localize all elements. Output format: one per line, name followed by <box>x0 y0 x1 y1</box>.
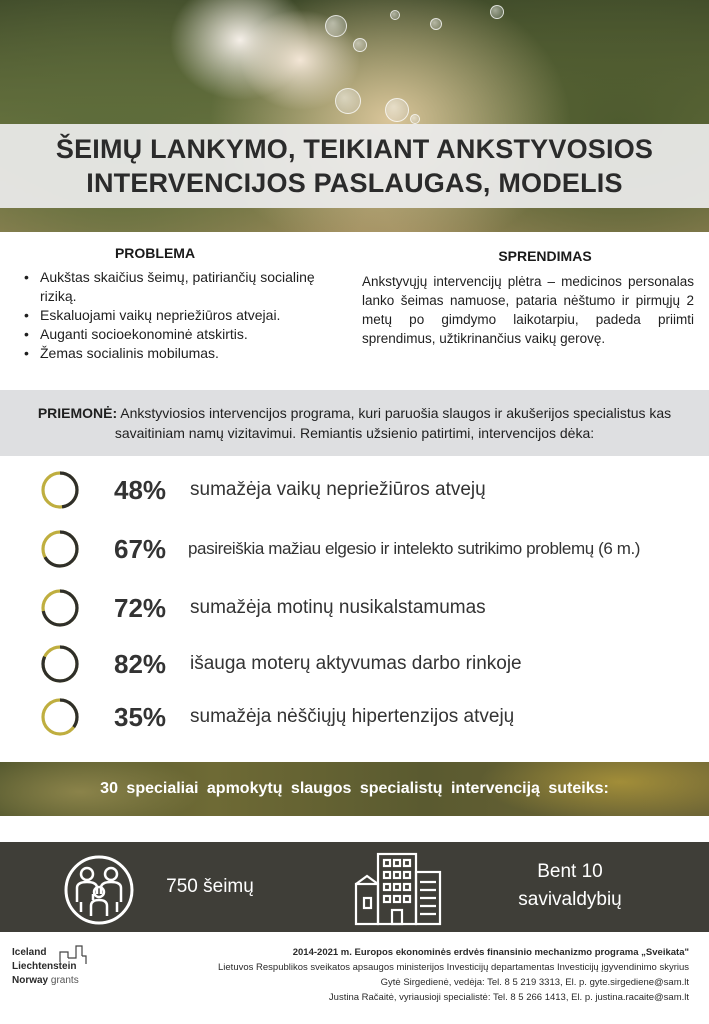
page-title-line-2: INTERVENCIJOS PASLAUGAS, MODELIS <box>86 168 623 198</box>
footer-program: 2014-2021 m. Europos ekonominės erdvės finansinio mechanizmo programa „Sveikata" <box>292 947 689 958</box>
stat-text: sumažėja nėščiųjų hipertenzijos atvejų <box>190 706 515 727</box>
stat-text: sumažėja vaikų nepriežiūros atvejų <box>190 479 486 500</box>
footer-contacts <box>89 945 689 1005</box>
stat-percent: 67% <box>114 533 167 564</box>
page-title-line-1: ŠEIMŲ LANKYMO, TEIKIANT ANKSTYVOSIOS <box>55 134 654 164</box>
measure-label: PRIEMONĖ: <box>37 405 118 421</box>
stat-row <box>40 468 700 512</box>
problem-item: • Eskaluojami vaikų nepriežiūros atvejai. <box>24 306 344 325</box>
measure-band <box>0 390 709 456</box>
stat-percent: 72% <box>114 592 167 623</box>
municipalities-line-1: Bent 10 <box>537 861 603 882</box>
stat-row <box>40 586 700 630</box>
stat-percent: 35% <box>114 701 167 732</box>
stat-text: sumažėja motinų nusikalstamumas <box>190 597 486 618</box>
families-count: 750 šeimų <box>166 876 254 897</box>
solution-text: Ankstyvųjų intervencijų plėtra – medicinos personalas lanko šeimas namuose, pataria nėštumo ir pirmųjų 2 metų po gimdymo laikotarpiu, padeda priimti sprendimus, užtikrinančius vaikų gerovę. <box>362 274 694 346</box>
stat-text: pasireiškia mažiau elgesio ir intelekto sutrikimo problemų (6 m.) <box>188 539 641 558</box>
problem-list <box>24 268 344 363</box>
stat-percent: 82% <box>114 648 167 679</box>
measure-text <box>6 403 703 443</box>
hero-photo <box>0 0 709 232</box>
grants-logo-mark-icon <box>58 944 88 966</box>
stat-row <box>40 695 700 739</box>
progress-ring-icon <box>40 697 80 737</box>
stat-percent: 48% <box>114 474 167 505</box>
measure-body: Ankstyviosios intervencijos programa, kuri paruošia slaugos ir akušerijos specialistus kas savaitiniam namų vizitavimui. Remiantis užsienio patirtimi, intervencijos dėka: <box>114 405 672 441</box>
progress-ring-icon <box>40 644 80 684</box>
problem-heading: PROBLEMA <box>114 245 196 261</box>
progress-ring-icon <box>40 529 80 569</box>
outcomes-bar <box>0 842 709 932</box>
problem-item: • Auganti socioekonominė atskirtis. <box>24 325 344 344</box>
building-icon <box>352 850 444 928</box>
logo-iceland: Iceland <box>12 947 47 958</box>
stat-text: išauga moterų aktyvumas darbo rinkoje <box>190 653 522 674</box>
logo-norway: Norway <box>12 975 49 986</box>
stat-row <box>40 642 700 686</box>
banner-text: 30 specialiai apmokytų slaugos specialistų intervenciją suteiks: <box>100 780 609 797</box>
problem-item: • Žemas socialinis mobilumas. <box>24 344 344 363</box>
footer-ministry: Lietuvos Respublikos sveikatos apsaugos ministerijos Investicijų departamentas Investicijų įgyvendinimo skyrius <box>218 962 689 973</box>
family-icon <box>62 854 136 926</box>
title-band <box>0 124 709 208</box>
problem-item: • Aukštas skaičius šeimų, patiriančių socialinę riziką. <box>24 268 344 306</box>
footer-contact-1: Gytė Sirgedienė, vedėja: Tel. 8 5 219 3313, El. p. gyte.sirgediene@sam.lt <box>380 977 689 988</box>
stat-row <box>40 527 700 571</box>
specialists-banner <box>0 762 709 816</box>
progress-ring-icon <box>40 588 80 628</box>
progress-ring-icon <box>40 470 80 510</box>
logo-liechtenstein: Liechtenstein <box>12 961 77 972</box>
logo-grants: grants <box>50 975 79 986</box>
municipalities-line-2: savivaldybių <box>518 889 622 910</box>
solution-heading: SPRENDIMAS <box>498 248 592 264</box>
eea-grants-logo <box>12 946 79 988</box>
footer-contact-2: Justina Račaitė, vyriausioji specialistė: Tel. 8 5 266 1413, El. p. justina.racaite@sam.lt <box>328 992 689 1003</box>
